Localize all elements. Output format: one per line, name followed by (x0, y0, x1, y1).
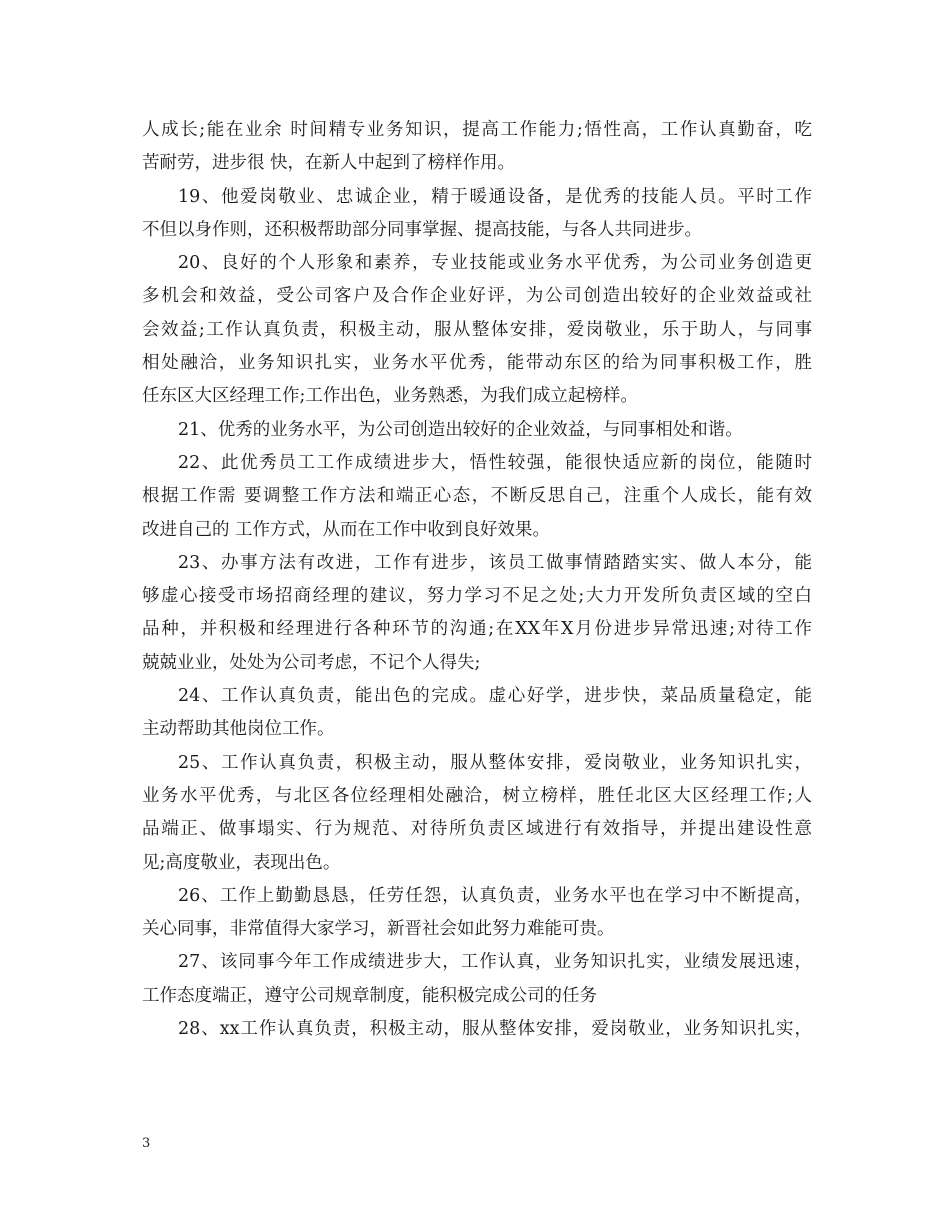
text-line: 品端正、做事塌实、行为规范、对待所负责区域进行有效指导，并提出建设性意 (142, 819, 812, 840)
text-line: 23、办事方法有改进，工作有进步，该员工做事情踏踏实实、做人本分，能 (178, 552, 812, 573)
text-line: 改进自己的 工作方式，从而在工作中收到良好效果。 (142, 519, 551, 540)
text-line: 20、良好的个人形象和素养，专业技能或业务水平优秀，为公司业务创造更 (178, 253, 812, 274)
text-line: 会效益;工作认真负责，积极主动，服从整体安排，爱岗敬业，乐于助人，与同事 (142, 319, 812, 340)
text-line: 兢兢业业，处处为公司考虑，不记个人得失; (142, 652, 481, 673)
text-line: 24、工作认真负责，能出色的完成。虚心好学，进步快，菜品质量稳定，能 (178, 686, 812, 707)
text-line: 21、优秀的业务水平，为公司创造出较好的企业效益，与同事相处和谐。 (178, 419, 743, 440)
text-line: 见;高度敬业，表现出色。 (142, 852, 341, 873)
text-line: 主动帮助其他岗位工作。 (142, 719, 335, 740)
text-line: 苦耐劳，进步很 快，在新人中起到了榜样作用。 (142, 153, 516, 174)
text-line: 22、此优秀员工工作成绩进步大，悟性较强，能很快适应新的岗位，能随时 (178, 452, 812, 473)
text-line: 27、该同事今年工作成绩进步大，工作认真，业务知识扎实，业绩发展迅速， (178, 952, 812, 973)
text-line: 28、xx工作认真负责，积极主动，服从整体安排，爱岗敬业，业务知识扎实， (178, 1019, 812, 1040)
text-line: 够虚心接受市场招商经理的建议，努力学习不足之处;大力开发所负责区域的空白 (142, 586, 812, 607)
text-line: 工作态度端正，遵守公司规章制度，能积极完成公司的任务 (142, 985, 597, 1006)
text-line: 26、工作上勤勤恳恳，任劳任怨，认真负责，业务水平也在学习中不断提高， (178, 885, 812, 906)
text-line: 根据工作需 要调整工作方法和端正心态，不断反思自己，注重个人成长，能有效 (142, 486, 812, 507)
text-line: 相处融洽，业务知识扎实，业务水平优秀，能带动东区的给为同事积极工作，胜 (142, 353, 812, 374)
text-line: 19、他爱岗敬业、忠诚企业，精于暖通设备，是优秀的技能人员。平时工作 (178, 186, 812, 207)
text-line: 不但以身作则，还积极帮助部分同事掌握、提高技能，与各人共同进步。 (142, 219, 702, 240)
text-line: 品种，并积极和经理进行各种环节的沟通;在XX年X月份进步异常迅速;对待工作 (142, 619, 812, 640)
text-line: 人成长;能在业余 时间精专业务知识，提高工作能力;悟性高，工作认真勤奋，吃 (142, 120, 812, 140)
text-line: 多机会和效益，受公司客户及合作企业好评，为公司创造出较好的企业效益或社 (142, 286, 812, 307)
text-line: 业务水平优秀，与北区各位经理相处融洽，树立榜样，胜任北区大区经理工作;人 (142, 785, 812, 806)
text-line: 关心同事，非常值得大家学习，新晋社会如此努力难能可贵。 (142, 919, 615, 940)
document-body (142, 114, 812, 1046)
text-line: 25、工作认真负责，积极主动，服从整体安排，爱岗敬业，业务知识扎实， (178, 752, 812, 773)
text-line: 任东区大区经理工作;工作出色，业务熟悉，为我们成立起榜样。 (142, 386, 638, 407)
page-number: 3 (142, 1136, 151, 1151)
